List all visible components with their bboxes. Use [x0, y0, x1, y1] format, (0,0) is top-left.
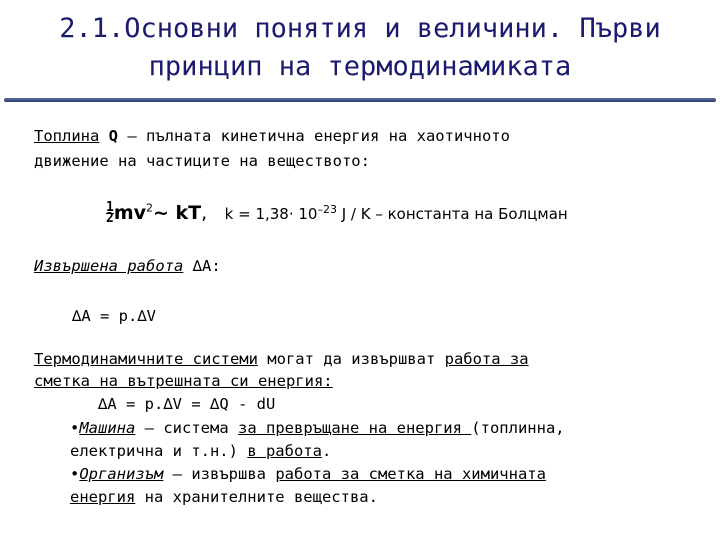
title-divider: [4, 98, 716, 102]
bullet-machine-line1: •Машина – система за превръщане на енергия (топлинна,: [70, 419, 565, 437]
slide-title-line1: 2.1.Основни понятия и величини. Първи: [59, 13, 661, 44]
machine-term: Машина: [79, 419, 136, 437]
bullet-organism-line1: •Организъм – извършва работа за сметка на химичната: [70, 465, 546, 483]
kinetic-energy-formula: $\frac{1}{2}$ $mv^2\sim$ kT, $k = 1,38\cdot 10^{-23}$ J / K – константа на Болцман: [106, 200, 568, 226]
bullet-machine-line2: електрична и т.н.) в работа.: [70, 442, 332, 460]
work-formula: ∆A = p.∆V: [72, 307, 156, 325]
work-symbol: ∆A:: [192, 257, 221, 275]
heat-symbol: Q: [108, 127, 119, 145]
bullet-dot: •: [70, 465, 80, 483]
thermo-line1: Термодинамичните системи могат да извършват работа за: [34, 350, 529, 368]
thermo-systems-term: Термодинамичните системи: [34, 350, 258, 368]
heat-term: Топлина: [34, 127, 100, 145]
organism-term: Организъм: [79, 465, 164, 483]
bullet-organism-line2: енергия на хранителните вещества.: [70, 488, 378, 506]
heat-definition-line1: [34, 127, 510, 145]
boltzmann-constant: $k = 1,38\cdot 10^{-23}$ J / K – константа на Болцман: [224, 203, 568, 223]
slide-title-line2: принцип на термодинамиката: [148, 51, 572, 82]
thermo-work-term: работа за: [444, 350, 529, 368]
work-definition: [34, 257, 221, 275]
first-law-equation: ∆A = p.∆V = ∆Q - dU: [98, 395, 276, 413]
slide-title: [0, 10, 720, 86]
fraction-one-half: $\frac{1}{2}$: [106, 200, 114, 226]
heat-definition-line2: движение на частиците на веществото:: [34, 152, 370, 170]
bullet-dot: •: [70, 419, 80, 437]
work-term: Извършена работа: [34, 257, 184, 275]
thermo-line2: сметка на вътрешната си енергия:: [34, 372, 333, 390]
heat-definition-text: – пълната кинетична енергия на хаотичното: [118, 127, 510, 145]
